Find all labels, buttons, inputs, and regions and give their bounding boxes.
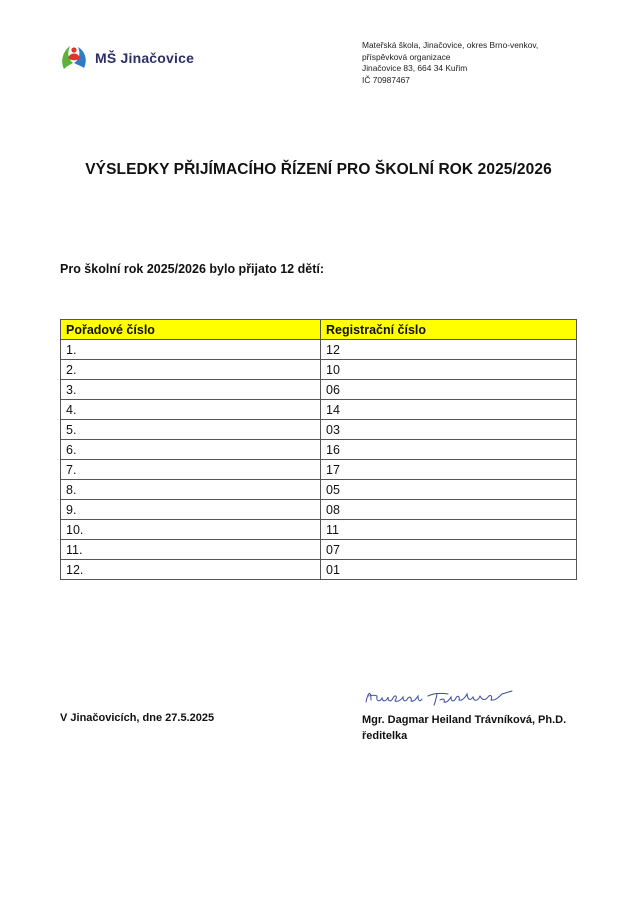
org-line: IČ 70987467 xyxy=(362,74,410,85)
order-cell: 10. xyxy=(61,520,321,540)
order-cell: 4. xyxy=(61,400,321,420)
table-row xyxy=(61,460,577,480)
org-line: Jinačovice 83, 664 34 Kuřim xyxy=(362,63,468,74)
order-cell: 9. xyxy=(61,500,321,520)
signer-role: ředitelka xyxy=(362,730,408,742)
logo-text: MŠ Jinačovice xyxy=(95,50,195,66)
registration-cell: 07 xyxy=(321,540,577,560)
registration-cell: 16 xyxy=(321,440,577,460)
org-line: příspěvková organizace xyxy=(362,51,451,62)
registration-cell: 06 xyxy=(321,380,577,400)
order-cell: 7. xyxy=(61,460,321,480)
registration-cell: 14 xyxy=(321,400,577,420)
school-logo-icon xyxy=(57,41,91,75)
registration-cell: 11 xyxy=(321,520,577,540)
registration-cell: 12 xyxy=(321,340,577,360)
admission-results-table xyxy=(60,319,577,580)
table-row xyxy=(61,380,577,400)
signer-name: Mgr. Dagmar Heiland Trávníková, Ph.D. xyxy=(362,714,567,726)
order-cell: 8. xyxy=(61,480,321,500)
registration-cell: 05 xyxy=(321,480,577,500)
school-logo xyxy=(57,41,194,75)
table-row xyxy=(61,340,577,360)
order-cell: 11. xyxy=(61,540,321,560)
table-header-row xyxy=(61,320,577,340)
order-cell: 6. xyxy=(61,440,321,460)
registration-cell: 17 xyxy=(321,460,577,480)
table-row xyxy=(61,500,577,520)
column-header-registration: Registrační číslo xyxy=(321,320,577,340)
order-cell: 12. xyxy=(61,560,321,580)
document-title: VÝSLEDKY PŘIJÍMACÍHO ŘÍZENÍ PRO ŠKOLNÍ ROK 2025/2026 xyxy=(85,161,552,178)
table-row xyxy=(61,400,577,420)
place-and-date: V Jinačovicích, dne 27.5.2025 xyxy=(60,712,215,724)
table-row xyxy=(61,360,577,380)
table-row xyxy=(61,560,577,580)
order-cell: 2. xyxy=(61,360,321,380)
table-row xyxy=(61,480,577,500)
registration-cell: 08 xyxy=(321,500,577,520)
org-line: Mateřská škola, Jinačovice, okres Brno-venkov, xyxy=(362,40,539,50)
organization-address xyxy=(362,40,538,86)
order-cell: 5. xyxy=(61,420,321,440)
table-row xyxy=(61,420,577,440)
signer-block xyxy=(362,712,566,744)
table-row xyxy=(61,540,577,560)
column-header-order: Pořadové číslo xyxy=(61,320,321,340)
order-cell: 3. xyxy=(61,380,321,400)
table-row xyxy=(61,520,577,540)
registration-cell: 10 xyxy=(321,360,577,380)
intro-text: Pro školní rok 2025/2026 bylo přijato 12 dětí: xyxy=(60,262,324,276)
registration-cell: 03 xyxy=(321,420,577,440)
order-cell: 1. xyxy=(61,340,321,360)
handwritten-signature xyxy=(362,684,522,710)
table-row xyxy=(61,440,577,460)
registration-cell: 01 xyxy=(321,560,577,580)
